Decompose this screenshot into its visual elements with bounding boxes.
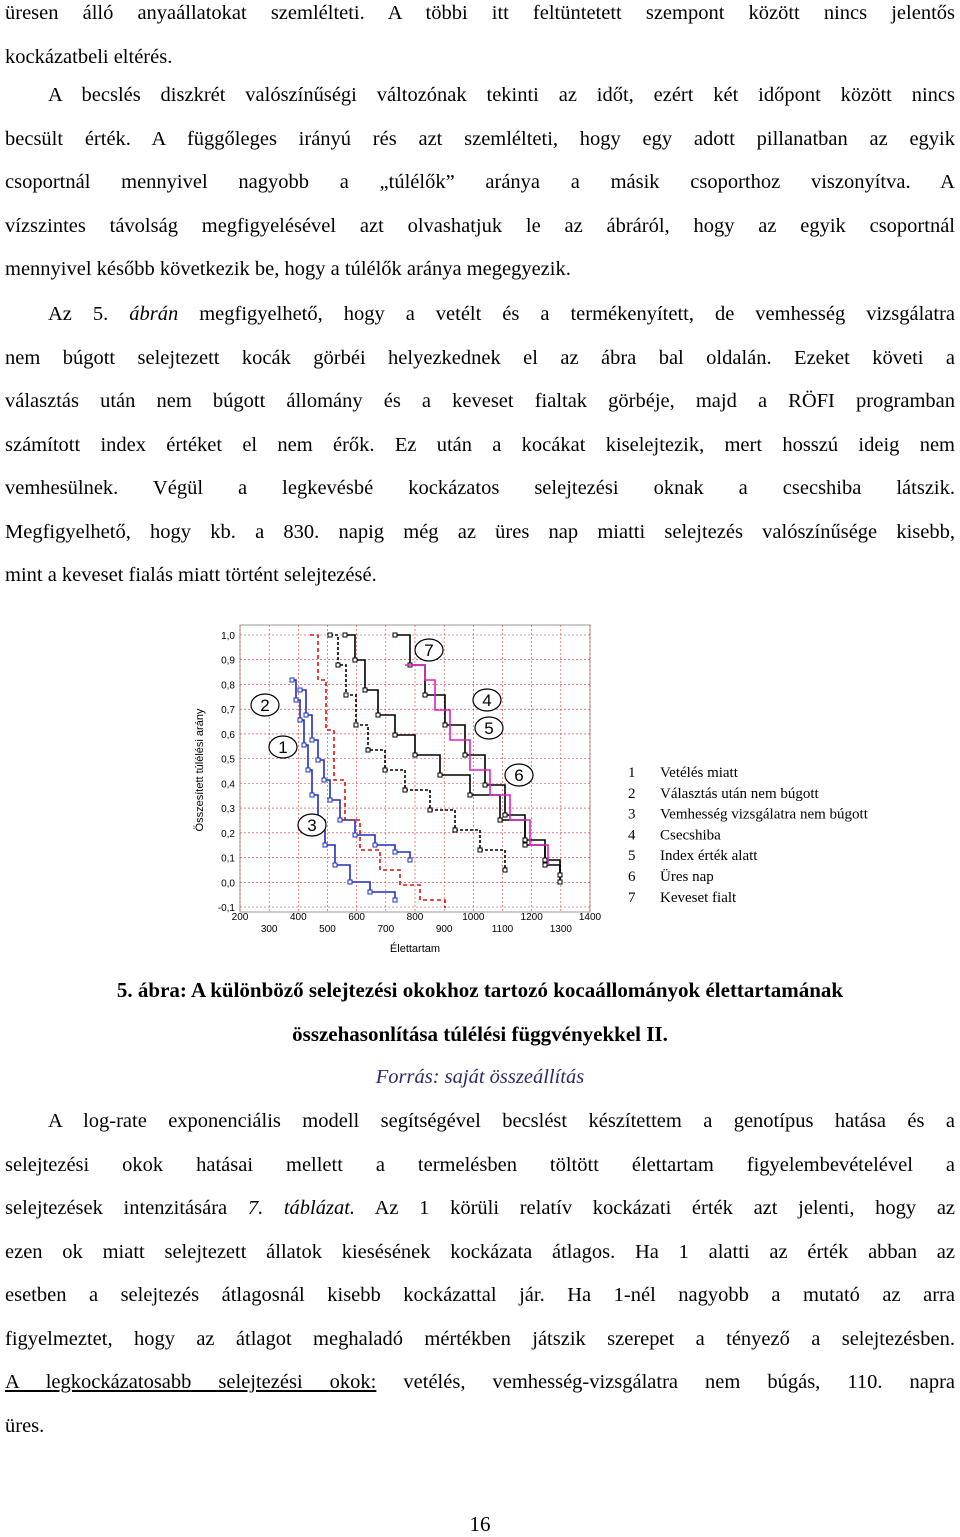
curve-marker	[523, 838, 527, 842]
x-tick-label: 500	[319, 924, 336, 935]
legend-label: Index érték alatt	[660, 848, 758, 865]
curve-marker	[344, 693, 348, 697]
text-line: figyelmeztet, hogy az átlagot meghaladó mértékben játszik szerepet a tényező a selejtezésben.	[5, 1327, 955, 1350]
curve-marker	[523, 843, 527, 847]
legend-label: Vetélés miatt	[660, 765, 738, 781]
text-line: ezen ok miatt selejtezett állatok kiesésének kockázata átlagos. Ha 1 alatti az érték abban az	[5, 1240, 955, 1263]
x-tick-label: 400	[289, 912, 307, 923]
legend-label: Csecshiba	[660, 827, 721, 844]
text-line: csoportnál mennyivel nagyobb a „túlélők” aránya a másik csoporthoz viszonyítva. A	[5, 171, 955, 193]
callout-number: 3	[307, 816, 317, 835]
text-line: mennyivel később következik be, hogy a túlélők aránya megegyezik.	[5, 258, 571, 280]
figure-caption-line-1: 5. ábra: A különböző selejtezési okokhoz tartozó kocaállományok élettartamának	[116, 978, 844, 1002]
legend-number: 3	[628, 806, 636, 823]
y-tick-label: 0,5	[221, 754, 235, 766]
curve-marker	[304, 713, 308, 717]
figure-ref: Az 5.	[48, 303, 109, 325]
curve-marker	[368, 890, 372, 894]
curve-marker	[336, 663, 340, 667]
text-line	[5, 1361, 955, 1405]
y-tick-label: 0,3	[221, 804, 235, 816]
text-line: üresen álló anyaállatokat szemlélteti. A többi itt feltüntetett szempont között nincs jelentős	[5, 2, 955, 24]
survival-chart	[0, 620, 960, 960]
curve-marker	[348, 880, 352, 884]
curve-marker	[328, 798, 332, 802]
x-tick-label: 700	[377, 924, 395, 935]
figure-ref-italic: ábrán	[129, 303, 179, 325]
x-tick-label: 1400	[578, 912, 602, 923]
curve-marker	[310, 738, 314, 742]
plot-frame	[240, 625, 590, 912]
y-tick-label: 0,9	[221, 655, 235, 667]
curve-marker	[393, 733, 397, 737]
paragraph-4	[5, 1100, 955, 1448]
legend-label: Keveset fialt	[660, 889, 737, 906]
callout-number: 7	[424, 641, 434, 660]
callout-number: 4	[482, 691, 492, 710]
callout-number: 5	[484, 719, 494, 738]
text-segment: selejtezések intenzitására	[5, 1197, 228, 1219]
curve-marker	[333, 863, 337, 867]
curve-marker	[408, 858, 412, 862]
x-tick-label: 800	[406, 912, 424, 923]
curve-marker	[298, 688, 302, 692]
legend-label: Vemhesség vizsgálatra nem búgott	[660, 806, 868, 823]
y-tick-label: 0,1	[221, 853, 235, 865]
page-number: 16	[469, 1512, 491, 1536]
curve-marker	[366, 748, 370, 752]
legend-number: 7	[628, 889, 636, 906]
curve-marker	[503, 813, 507, 817]
curve-marker	[413, 753, 417, 757]
figure-caption-line-2: összehasonlítása túlélési függvényekkel II.	[292, 1022, 668, 1046]
text-line: A becslés diszkrét valószínűségi változónak tekinti az időt, ezért két időpont között nincs	[48, 84, 955, 106]
curve-marker	[543, 863, 547, 867]
paragraph-3	[5, 293, 955, 598]
curve-marker	[393, 898, 397, 902]
curve-marker	[373, 843, 377, 847]
curve-marker	[438, 773, 442, 777]
text-line: esetben a selejtezés átlagosnál kisebb kockázattal jár. Ha 1-nél nagyobb a mutató az arra	[5, 1284, 955, 1306]
text-line: mint a keveset fialás miatt történt selejtezésé.	[5, 564, 377, 586]
x-tick-label: 1000	[462, 912, 485, 923]
curve-marker	[498, 818, 502, 822]
text-segment: Az 1 körüli relatív kockázati érték azt jelenti, hogy az	[374, 1197, 956, 1219]
curve-marker	[353, 833, 357, 837]
curve-marker	[503, 868, 507, 872]
curve-marker	[428, 808, 432, 812]
text-line	[5, 293, 955, 337]
x-tick-label: 1100	[491, 924, 514, 935]
curve-marker	[393, 850, 397, 854]
y-axis-ticks	[218, 631, 236, 914]
x-tick-label: 900	[435, 924, 453, 935]
x-tick-label: 300	[260, 924, 278, 935]
y-tick-label: 0,4	[221, 779, 235, 791]
y-tick-label: 0,2	[221, 828, 235, 840]
callout-number: 6	[514, 766, 524, 785]
curve-marker	[393, 633, 397, 637]
x-tick-label: 200	[231, 912, 249, 923]
callout-number: 2	[260, 696, 270, 715]
curve-marker	[483, 783, 487, 787]
figure-source: Forrás: saját összeállítás	[375, 1066, 585, 1088]
text-line: vízszintes távolság megfigyelésével azt olvashatjuk le az ábráról, hogy az egyik csoportnál	[5, 214, 955, 237]
curve-marker	[558, 880, 562, 884]
y-tick-label: 1,0	[221, 631, 235, 642]
curve-marker	[322, 778, 326, 782]
text-line: választás után nem búgott állomány és a keveset fialtak görbéje, majd a RÖFI programban	[5, 390, 955, 412]
figure-survival-curves	[0, 620, 960, 960]
legend-number: 5	[628, 848, 636, 865]
text-line: számított index értéket el nem érők. Ez után a kocákat kiselejtezik, mert hosszú ideig nem	[5, 433, 955, 456]
x-axis-label: Élettartam	[389, 943, 441, 955]
curve-marker	[376, 713, 380, 717]
text-line: nem búgott selejtezett kocák görbéi helyezkednek el az ábra bal oldalán. Ezeket követi a	[5, 346, 955, 369]
text-line: üres.	[5, 1414, 45, 1437]
legend-label: Választás után nem búgott	[660, 785, 819, 802]
curve-marker	[423, 693, 427, 697]
curve-marker	[316, 758, 320, 762]
y-tick-label: 0,0	[221, 878, 235, 890]
text-line: Megfigyelhető, hogy kb. a 830. napig még az üres nap miatti selejtezés valószínűsége kisebb,	[5, 520, 955, 543]
curve-marker	[478, 848, 482, 852]
y-tick-label: 0,7	[221, 705, 235, 717]
curve-marker	[463, 753, 467, 757]
text-line: kockázatbeli eltérés.	[5, 45, 173, 68]
table-ref: 7. táblázat.	[247, 1197, 356, 1219]
callout-number: 1	[278, 738, 288, 757]
curve-marker	[543, 858, 547, 862]
legend-number: 4	[628, 827, 636, 844]
curve-marker	[403, 788, 407, 792]
curve-marker	[353, 658, 357, 662]
text-line: becsült érték. A függőleges irányú rés azt szemlélteti, hogy egy adott pillanatban az egyik	[5, 127, 955, 150]
curve-marker	[383, 768, 387, 772]
legend-number: 1	[628, 765, 636, 781]
y-tick-label: 0,6	[221, 729, 235, 741]
curve-marker	[328, 633, 332, 637]
curve-marker	[338, 818, 342, 822]
x-tick-label: 1300	[549, 924, 572, 935]
x-axis-ticks	[232, 912, 602, 935]
curve-marker	[302, 743, 306, 747]
y-tick-label: -0,1	[217, 903, 235, 914]
underlined-heading: A legkockázatosabb selejtezési okok:	[5, 1371, 377, 1393]
paragraph-2	[5, 74, 955, 292]
legend-number: 6	[628, 869, 636, 885]
text-segment: megfigyelhető, hogy a vetélt és a termékenyített, de vemhesség vizsgálatra	[199, 303, 955, 325]
y-tick-label: 0,8	[221, 680, 235, 692]
curve-marker	[558, 873, 562, 877]
text-line: selejtezési okok hatásai mellett a termelésben töltött élettartam figyelembevételével a	[5, 1153, 955, 1176]
curve-marker	[290, 678, 294, 682]
curve-marker	[468, 793, 472, 797]
x-tick-label: 1200	[520, 912, 543, 923]
curve-marker	[323, 843, 327, 847]
curve-marker	[310, 793, 314, 797]
curve-marker	[443, 723, 447, 727]
curve-marker	[298, 718, 302, 722]
curve-marker	[453, 828, 457, 832]
curve-marker	[343, 633, 347, 637]
text-segment: vetélés, vemhesség-vizsgálatra nem búgás, 110. napra	[403, 1371, 955, 1393]
paragraph-1	[5, 0, 955, 79]
text-line: A log-rate exponenciális modell segítségével becslést készítettem a genotípus hatása és a	[48, 1110, 955, 1132]
curve-marker	[354, 723, 358, 727]
text-line: vemhesülnek. Végül a legkevésbé kockázatos selejtezési oknak a csecshiba látszik.	[5, 477, 955, 499]
legend	[628, 765, 869, 906]
curve-marker	[306, 768, 310, 772]
legend-label: Üres nap	[660, 869, 714, 885]
text-line	[5, 1187, 955, 1231]
x-tick-label: 600	[348, 912, 366, 923]
curve-marker	[363, 688, 367, 692]
y-axis-label: Összesített túlélési arány	[194, 708, 206, 832]
legend-number: 2	[628, 785, 636, 802]
curve-marker	[294, 698, 298, 702]
